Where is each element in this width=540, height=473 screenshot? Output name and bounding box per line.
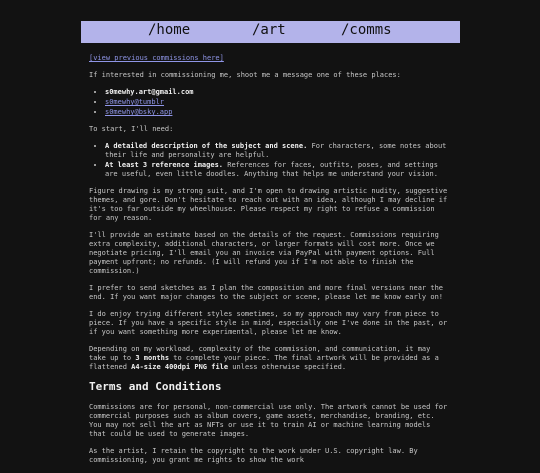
nav-home-link[interactable]: /home	[148, 22, 191, 38]
terms-personal-use: Commissions are for personal, non-commercial use only. The artwork cannot be used for commercial purposes such as album covers, game assets, merchandise, branding, etc. You may not sell the art as NFTs or use it to train AI or machine learning models that could be used to generate images.	[89, 403, 448, 438]
requirement-references: • At least 3 reference images. References for faces, outfits, poses, and settings are useful, even little doodles. Anything that helps me understand your vision.	[105, 161, 451, 179]
contact-list	[89, 88, 451, 117]
terms-heading: Terms and Conditions	[89, 380, 222, 393]
commission-info	[89, 54, 451, 473]
sketches-paragraph: I prefer to send sketches as I plan the composition and more final versions near the end. If you want major changes to the subject or scene, please let me know early on!	[89, 284, 444, 301]
nav-art-link[interactable]: /art	[252, 22, 286, 38]
contact-bsky[interactable]: • s0mewhy@bsky.app	[105, 108, 451, 117]
terms-copyright: As the artist, I retain the copyright to the work under U.S. copyright law. By commissioning, you grant me rights to show the work	[89, 447, 418, 464]
pricing-paragraph: I'll provide an estimate based on the details of the request. Commissions requiring extra complexity, additional characters, or larger formats will cost more. Once we negotiate pricing, I'll email you an invoice via PayPal with payment options. Full payment upfront; no refunds. (I will refund you if I'm not able to finish the commission.)	[89, 231, 439, 275]
intro-text: If interested in commissioning me, shoot me a message one of these places:	[89, 71, 401, 79]
previous-commissions-link[interactable]: [view previous commissions here]	[89, 54, 224, 62]
contact-email: • s0mewhy.art@gmail.com	[105, 88, 451, 97]
timeline-paragraph: Depending on my workload, complexity of the commission, and communication, it may take up to 3 months to complete your piece. The final artwork will be provided as a flattened A4-size 400dpi PNG file unless otherwise specified.	[89, 345, 439, 371]
contact-tumblr[interactable]: • s0mewhy@tumblr	[105, 98, 451, 107]
nav-comms-link[interactable]: /comms	[341, 22, 392, 38]
requirements-list	[89, 142, 451, 179]
start-text: To start, I'll need:	[89, 125, 174, 133]
styles-paragraph: I do enjoy trying different styles sometimes, so my approach may vary from piece to piece. If you have a specific style in mind, especially one I've done in the past, or if you want something more experimental, please let me know.	[89, 310, 448, 336]
figure-drawing-paragraph: Figure drawing is my strong suit, and I'm open to drawing artistic nudity, suggestive themes, and gore. Don't hesitate to reach out with an idea, although I may decline if it's too far outside my wheelhouse. Please respect my right to refuse a commission for any reason.	[89, 187, 448, 222]
requirement-description: • A detailed description of the subject and scene. For characters, some notes about their life and personality are helpful.	[105, 142, 451, 160]
top-nav	[81, 21, 460, 43]
